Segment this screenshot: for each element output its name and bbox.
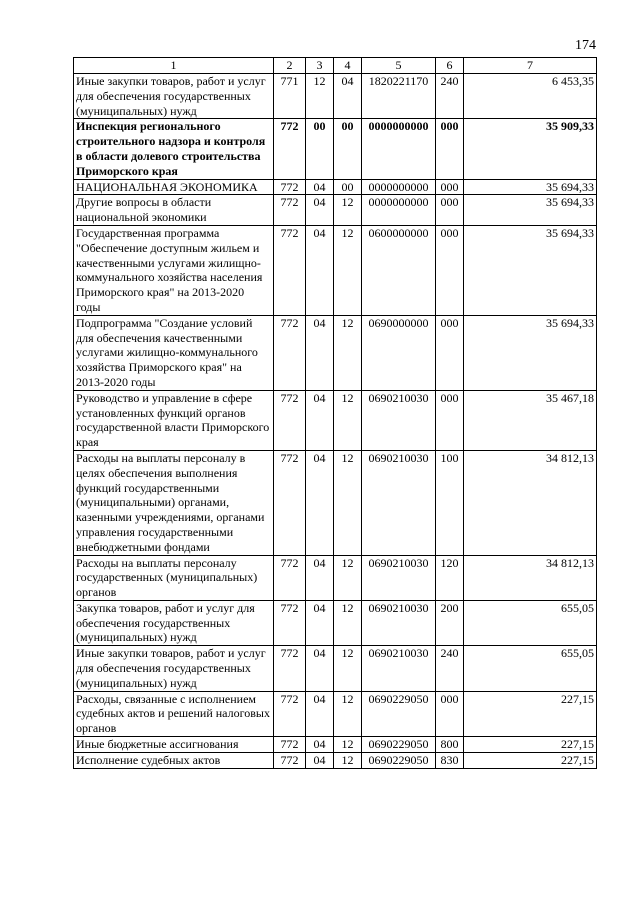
- amount-cell: 655,05: [464, 646, 597, 691]
- section-code-cell: 04: [306, 555, 334, 600]
- subsection-code-cell: 04: [334, 74, 362, 119]
- ministry-code-cell: 772: [274, 752, 306, 768]
- column-header: 3: [306, 58, 334, 74]
- table-row: [74, 646, 597, 691]
- row-name-cell: Расходы, связанные с исполнением судебных актов и решений налоговых органов: [74, 691, 274, 736]
- subsection-code-cell: 12: [334, 691, 362, 736]
- expense-type-cell: 200: [436, 600, 464, 645]
- row-name-cell: Расходы на выплаты персоналу государственных (муниципальных) органов: [74, 555, 274, 600]
- row-name-cell: Расходы на выплаты персоналу в целях обеспечения выполнения функций государственными (муниципальными) органами, казенными учреждениями, органами управления государственными внебюджетными фондами: [74, 450, 274, 555]
- expense-type-cell: 800: [436, 737, 464, 753]
- expense-type-cell: 000: [436, 390, 464, 450]
- ministry-code-cell: 772: [274, 225, 306, 315]
- subsection-code-cell: 12: [334, 225, 362, 315]
- subsection-code-cell: 12: [334, 315, 362, 390]
- target-article-cell: 0690229050: [362, 691, 436, 736]
- subsection-code-cell: 12: [334, 450, 362, 555]
- section-code-cell: 12: [306, 74, 334, 119]
- table-row: [74, 390, 597, 450]
- amount-cell: 34 812,13: [464, 555, 597, 600]
- column-header: 5: [362, 58, 436, 74]
- row-name-cell: Иные закупки товаров, работ и услуг для обеспечения государственных (муниципальных) нужд: [74, 74, 274, 119]
- subsection-code-cell: 12: [334, 752, 362, 768]
- row-name-cell: Иные закупки товаров, работ и услуг для обеспечения государственных (муниципальных) нужд: [74, 646, 274, 691]
- ministry-code-cell: 772: [274, 119, 306, 179]
- section-code-cell: 04: [306, 691, 334, 736]
- amount-cell: 227,15: [464, 737, 597, 753]
- row-name-cell: Иные бюджетные ассигнования: [74, 737, 274, 753]
- column-header: 7: [464, 58, 597, 74]
- expense-type-cell: 830: [436, 752, 464, 768]
- amount-cell: 227,15: [464, 752, 597, 768]
- section-code-cell: 04: [306, 646, 334, 691]
- subsection-code-cell: 00: [334, 119, 362, 179]
- column-header: 4: [334, 58, 362, 74]
- table-row: [74, 119, 597, 179]
- section-code-cell: 00: [306, 119, 334, 179]
- subsection-code-cell: 12: [334, 195, 362, 226]
- expense-type-cell: 000: [436, 195, 464, 226]
- amount-cell: 35 694,33: [464, 315, 597, 390]
- table-row: [74, 225, 597, 315]
- subsection-code-cell: 12: [334, 646, 362, 691]
- ministry-code-cell: 772: [274, 315, 306, 390]
- target-article-cell: 0690210030: [362, 390, 436, 450]
- target-article-cell: 1820221170: [362, 74, 436, 119]
- amount-cell: 35 467,18: [464, 390, 597, 450]
- target-article-cell: 0690210030: [362, 450, 436, 555]
- row-name-cell: НАЦИОНАЛЬНАЯ ЭКОНОМИКА: [74, 179, 274, 195]
- column-header: 1: [74, 58, 274, 74]
- row-name-cell: Исполнение судебных актов: [74, 752, 274, 768]
- amount-cell: 35 909,33: [464, 119, 597, 179]
- target-article-cell: 0600000000: [362, 225, 436, 315]
- budget-table: [73, 57, 597, 769]
- expense-type-cell: 000: [436, 119, 464, 179]
- table-row: [74, 315, 597, 390]
- target-article-cell: 0690229050: [362, 752, 436, 768]
- section-code-cell: 04: [306, 737, 334, 753]
- target-article-cell: 0000000000: [362, 179, 436, 195]
- expense-type-cell: 000: [436, 179, 464, 195]
- expense-type-cell: 000: [436, 225, 464, 315]
- row-name-cell: Руководство и управление в сфере установленных функций органов государственной власти Приморского края: [74, 390, 274, 450]
- target-article-cell: 0690210030: [362, 600, 436, 645]
- section-code-cell: 04: [306, 390, 334, 450]
- row-name-cell: Закупка товаров, работ и услуг для обеспечения государственных (муниципальных) нужд: [74, 600, 274, 645]
- table-row: [74, 74, 597, 119]
- row-name-cell: Другие вопросы в области национальной экономики: [74, 195, 274, 226]
- amount-cell: 227,15: [464, 691, 597, 736]
- ministry-code-cell: 772: [274, 600, 306, 645]
- row-name-cell: Государственная программа "Обеспечение доступным жильем и качественными услугами жилищно-коммунального хозяйства населения Приморского края" на 2013-2020 годы: [74, 225, 274, 315]
- expense-type-cell: 000: [436, 691, 464, 736]
- target-article-cell: 0690000000: [362, 315, 436, 390]
- ministry-code-cell: 772: [274, 179, 306, 195]
- ministry-code-cell: 772: [274, 691, 306, 736]
- subsection-code-cell: 00: [334, 179, 362, 195]
- table-row: [74, 179, 597, 195]
- amount-cell: 6 453,35: [464, 74, 597, 119]
- section-code-cell: 04: [306, 752, 334, 768]
- section-code-cell: 04: [306, 450, 334, 555]
- table-row: [74, 600, 597, 645]
- amount-cell: 35 694,33: [464, 179, 597, 195]
- amount-cell: 655,05: [464, 600, 597, 645]
- section-code-cell: 04: [306, 600, 334, 645]
- expense-type-cell: 000: [436, 315, 464, 390]
- expense-type-cell: 100: [436, 450, 464, 555]
- row-name-cell: Подпрограмма "Создание условий для обеспечения качественными услугами жилищно-коммунального хозяйства Приморского края" на 2013-2020 годы: [74, 315, 274, 390]
- table-row: [74, 555, 597, 600]
- column-header: 6: [436, 58, 464, 74]
- section-code-cell: 04: [306, 179, 334, 195]
- amount-cell: 35 694,33: [464, 225, 597, 315]
- table-row: [74, 195, 597, 226]
- amount-cell: 35 694,33: [464, 195, 597, 226]
- ministry-code-cell: 772: [274, 450, 306, 555]
- subsection-code-cell: 12: [334, 390, 362, 450]
- subsection-code-cell: 12: [334, 600, 362, 645]
- table-row: [74, 737, 597, 753]
- section-code-cell: 04: [306, 225, 334, 315]
- table-header-row: [74, 58, 597, 74]
- table-body: [74, 74, 597, 769]
- expense-type-cell: 240: [436, 646, 464, 691]
- ministry-code-cell: 771: [274, 74, 306, 119]
- ministry-code-cell: 772: [274, 195, 306, 226]
- table-row: [74, 691, 597, 736]
- ministry-code-cell: 772: [274, 737, 306, 753]
- table-row: [74, 752, 597, 768]
- ministry-code-cell: 772: [274, 390, 306, 450]
- table-row: [74, 450, 597, 555]
- column-header: 2: [274, 58, 306, 74]
- target-article-cell: 0690229050: [362, 737, 436, 753]
- expense-type-cell: 240: [436, 74, 464, 119]
- row-name-cell: Инспекция регионального строительного надзора и контроля в области долевого строительства Приморского края: [74, 119, 274, 179]
- ministry-code-cell: 772: [274, 555, 306, 600]
- subsection-code-cell: 12: [334, 737, 362, 753]
- ministry-code-cell: 772: [274, 646, 306, 691]
- section-code-cell: 04: [306, 315, 334, 390]
- target-article-cell: 0000000000: [362, 119, 436, 179]
- section-code-cell: 04: [306, 195, 334, 226]
- subsection-code-cell: 12: [334, 555, 362, 600]
- target-article-cell: 0000000000: [362, 195, 436, 226]
- amount-cell: 34 812,13: [464, 450, 597, 555]
- target-article-cell: 0690210030: [362, 646, 436, 691]
- page-number: 174: [575, 38, 596, 53]
- expense-type-cell: 120: [436, 555, 464, 600]
- target-article-cell: 0690210030: [362, 555, 436, 600]
